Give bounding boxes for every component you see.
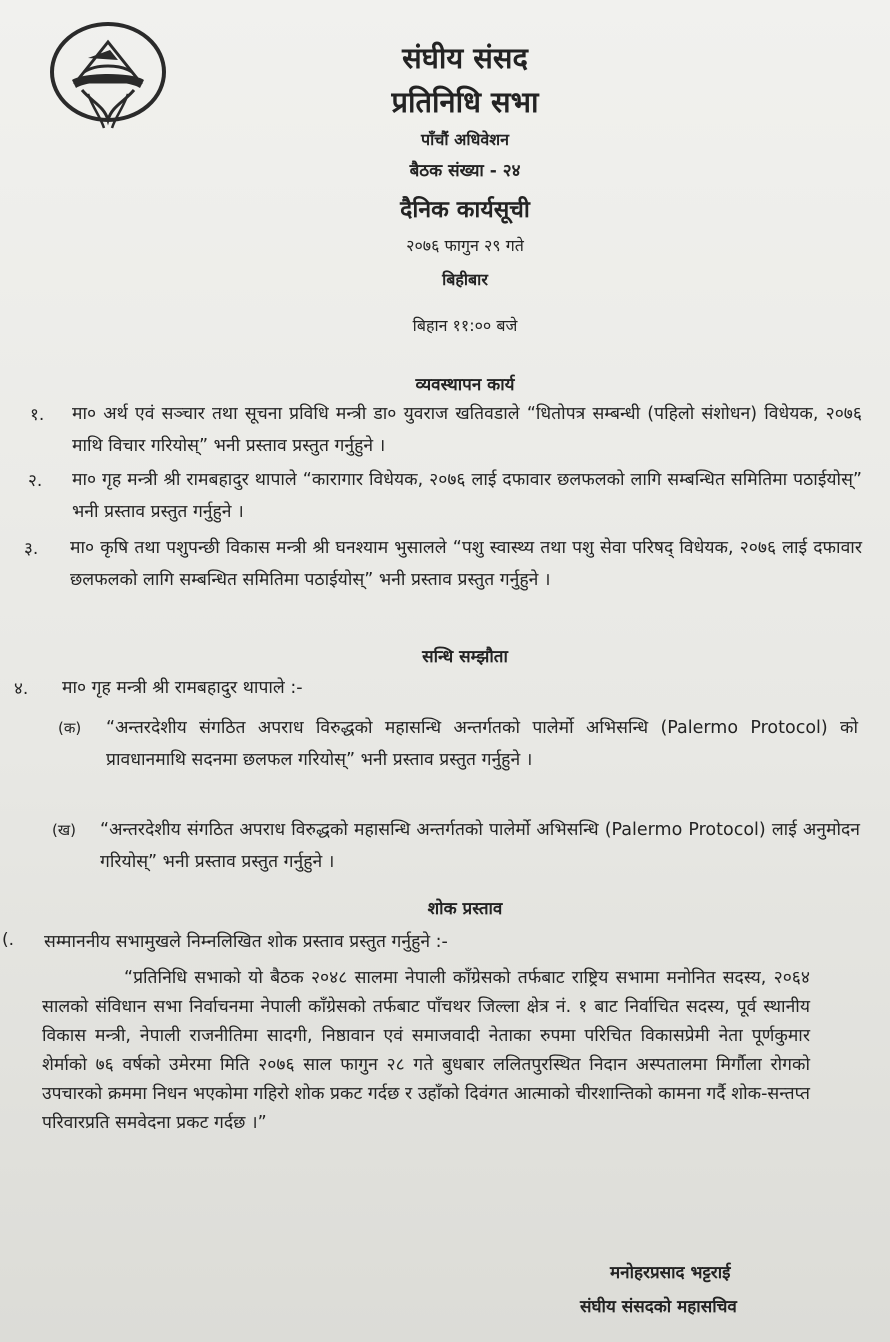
sub-item-label: (ख): [52, 821, 76, 839]
agenda-item-1: मा० अर्थ एवं सञ्चार तथा सूचना प्रविधि मन्त्री डा० युवराज खतिवडाले “धितोपत्र सम्बन्धी (पहिलो संशोधन) विधेयक, २०७६ माथि विचार गरियोस्” भनी प्रस्ताव प्रस्तुत गर्नुहुने ।: [72, 404, 862, 456]
meeting-time: बिहान ११:०० बजे: [412, 316, 518, 335]
sub-item-label: (क): [58, 719, 82, 737]
agenda-item-4a: “अन्तरदेशीय संगठित अपराध विरुद्धको महासन्धि अन्तर्गतको पालेर्मो अभिसन्धि (Palermo Protocol) को प्रावधानमाथि सदनमा छलफल गरियोस्” भनी प्रस्ताव प्रस्तुत गर्नुहुने ।: [106, 718, 858, 770]
signatory-designation: संघीय संसदको महासचिव: [580, 1297, 737, 1317]
meeting-date: २०७६ फागुन २९ गते: [406, 236, 524, 255]
agenda-item-5: सम्माननीय सभामुखले निम्नलिखित शोक प्रस्ताव प्रस्तुत गर्नुहुने :-: [44, 932, 448, 952]
document-subtitle: प्रतिनिधि सभा: [391, 85, 539, 119]
section-heading-treaty: सन्धि सम्झौता: [422, 647, 508, 667]
item-number: २.: [28, 471, 43, 491]
section-heading-condolence: शोक प्रस्ताव: [427, 899, 503, 919]
agenda-item-4: मा० गृह मन्त्री श्री रामबहादुर थापाले :-: [62, 678, 303, 698]
agenda-item-4b: “अन्तरदेशीय संगठित अपराध विरुद्धको महासन्धि अन्तर्गतको पालेर्मो अभिसन्धि (Palermo Protocol) लाई अनुमोदन गरियोस्” भनी प्रस्ताव प्रस्तुत गर्नुहुने ।: [100, 820, 860, 872]
item-number: (.: [2, 930, 15, 950]
item-number: ३.: [24, 539, 39, 559]
session-label: पाँचौं अधिवेशन: [421, 130, 509, 149]
parliament-emblem-icon: [48, 20, 166, 132]
meeting-day: बिहीबार: [442, 270, 488, 289]
condolence-resolution-text: “प्रतिनिधि सभाको यो बैठक २०४८ सालमा नेपाली काँग्रेसको तर्फबाट राष्ट्रिय सभामा मनोनित सदस्य, २०६४ सालको संविधान सभा निर्वाचनमा नेपाली काँग्रेसको तर्फबाट पाँचथर जिल्ला क्षेत्र नं. १ बाट निर्वाचित सदस्य, पूर्व स्थानीय विकास मन्त्री, नेपाली राजनीतिमा सादगी, निष्ठावान एवं समाजवादी नेताका रुपमा परिचित विकासप्रेमी नेता पूर्णकुमार शेर्माको ७६ वर्षको उमेरमा मिति २०७६ साल फागुन २८ गते बुधबार ललितपुरस्थित निदान अस्पतालमा मिर्गौला रोगको उपचारको क्रममा निधन भएकोमा गहिरो शोक प्रकट गर्दछ र उहाँको दिवंगत आत्माको चीरशान्तिको कामना गर्दै शोक-सन्तप्त परिवारप्रति समवेदना प्रकट गर्दछ ।”: [42, 968, 810, 1133]
signatory-name: मनोहरप्रसाद भट्टराई: [610, 1263, 731, 1283]
item-number: १.: [30, 405, 45, 425]
document-title: संघीय संसद: [402, 41, 528, 75]
meeting-number: बैठक संख्या - २४: [409, 161, 521, 181]
agenda-item-3: मा० कृषि तथा पशुपन्छी विकास मन्त्री श्री घनश्याम भुसालले “पशु स्वास्थ्य तथा पशु सेवा परिषद् विधेयक, २०७६ लाई दफावार छलफलको लागि सम्बन्धित समितिमा पठाईयोस्” भनी प्रस्ताव प्रस्तुत गर्नुहुने ।: [70, 538, 862, 590]
agenda-title: दैनिक कार्यसूची: [400, 197, 530, 223]
section-heading-legislative: व्यवस्थापन कार्य: [415, 375, 515, 395]
item-number: ४.: [14, 679, 29, 699]
agenda-item-2: मा० गृह मन्त्री श्री रामबहादुर थापाले “कारागार विधेयक, २०७६ लाई दफावार छलफलको लागि सम्बन्धित समितिमा पठाईयोस्” भनी प्रस्ताव प्रस्तुत गर्नुहुने ।: [72, 470, 862, 522]
